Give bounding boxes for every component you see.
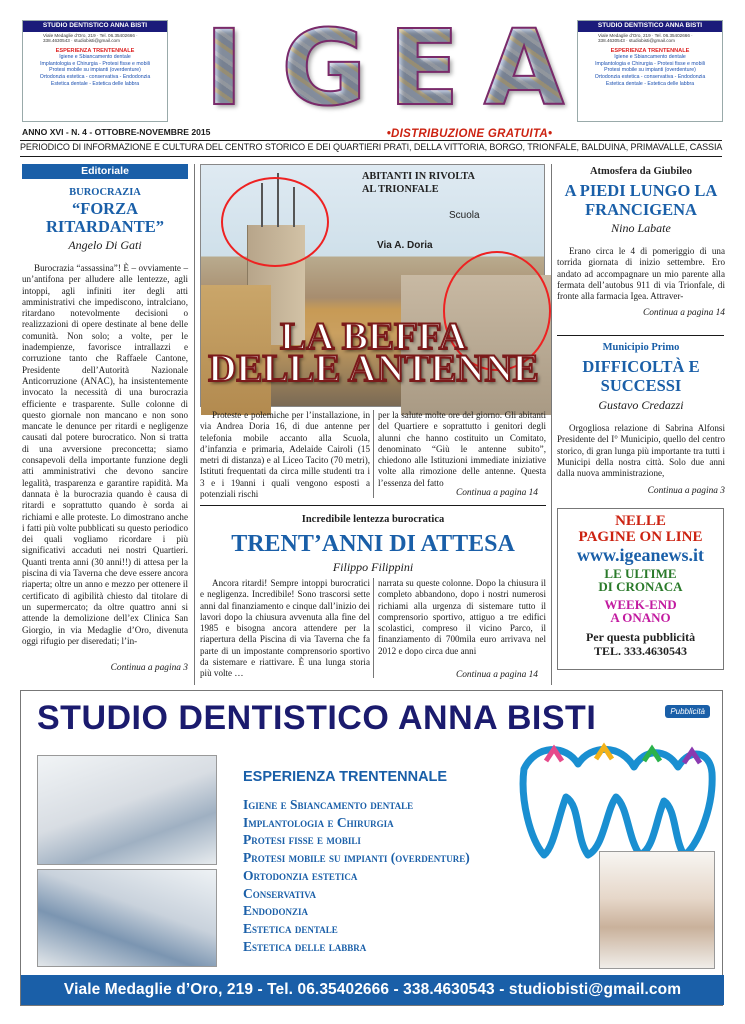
- service-item: Implantologia e Chirurgia: [243, 814, 394, 830]
- municipio-body: Orgogliosa relazione di Sabrina Alfonsi Presidente del I° Municipio, quello del centro storico, di gran lunga più importante tra tutti i Municipi della nostra città. Solo due anni dalla nuova amministrazione,: [557, 423, 725, 479]
- story2-col1: Ancora ritardi! Sempre intoppi burocratici e negligenza. Incredibile! Sono trascorsi sette anni dal finanziamento e cinque dall’inizio dei lavori dopo la chiusura avvenuta alla fine del 1985 e bisogna ancora attendere per la riapertura della Piscina di via Taverna che fa parte di un impostante comprensorio sportivo da sistemare e riattivare. È una lunga storia più volte …: [200, 578, 370, 679]
- divider: [200, 505, 546, 506]
- service-item: Protesi fisse e mobili: [243, 832, 361, 848]
- advertising-badge: Pubblicità: [665, 705, 710, 718]
- mini-ad-line: Igiene e Sbiancamento dentale: [59, 54, 131, 61]
- editorial-author: Angelo Di Gati: [68, 238, 142, 252]
- logo-letter: I: [178, 14, 270, 122]
- photo-label-school: Scuola: [449, 210, 480, 221]
- main-headline[interactable]: [201, 315, 546, 390]
- issue-info: ANNO XVI - N. 4 - OTTOBRE-NOVEMBRE 2015: [22, 127, 211, 137]
- online-promo-box[interactable]: [557, 508, 724, 670]
- editorial-body: Burocrazia “assassina”! È – ovviamente – un’antifona per alludere alle lentezze, agli intoppi, agli infiniti iter degli atti amministrativi che impediscono, intralciano, ritardano notevolmente decisioni o realizzazioni di opere destinate al bene delle comunità. Non solo; a volte, per le inadempienze, favorisce intrallazzi e corruzione tanto che Raffaele Cantone, Presidente dell’Autorità Nazionale Anticorruzione (ANAC), ha insistentemente invocato la necessità di una burocrazia efficiente e trasparente. Sulle colonne di questo giornale non mancano e non sono mancate le denunce per ritardi e negligenze causati dal potere burocratico. Non si tratta di una avversione preconcetta; siamo consapevoli della importante funzione degli atti amministrativi che devono sancire legalità, trasparenza e garantire rapidità. Ma dannata è la burocrazia quando è causa di ritardi e soprattutto quando è sorda ai richiami e alle proteste. Lo dimostrano anche i fatti più volte pubblicati su questo periodico dei quali vogliamo ricordare i più significativi accaduti nei nostri Quartieri. Quanti trenta anni (30 anni!!) di attesa per la piscina di via Taverna che deve essere ancora riaperta; oltre un anno e mezzo per ottenere il certificato di agibilità chiesto dal titolare di un supermercato; da oltre quattro anni si attende la demolizione dell’ex Clinica San Giorgio, in via Medaglie d’Oro, divenuta oggi rifugio per diseredati; l’in-: [22, 263, 188, 646]
- promo-website-link[interactable]: www.igeanews.it: [577, 545, 704, 565]
- main-kicker-line: ABITANTI IN RIVOLTA: [362, 171, 475, 182]
- service-item: Protesi mobile su impianti (overdenture): [243, 850, 470, 866]
- distribution-note: •DISTRIBUZIONE GRATUITA•: [386, 128, 553, 140]
- column-rule: [551, 164, 552, 685]
- masthead-subtitle: PERIODICO DI INFORMAZIONE E CULTURA DEL CENTRO STORICO E DEI QUARTIERI PRATI, DELLA VITTORIA, BORGO, TRIONFALE, BALDUINA, PRIMAVALLE, CASSIA: [20, 142, 723, 152]
- story2-kicker: Incredibile lentezza burocratica: [301, 514, 445, 525]
- mini-ad-line: Protesi mobile su impianti (overdenture): [604, 67, 696, 74]
- mini-ad-tagline: ESPERIENZA TRENTENNALE: [610, 47, 690, 54]
- municipio-kicker: Municipio Primo: [602, 342, 680, 353]
- editorial-column: [22, 164, 188, 673]
- staff-photo: [599, 851, 715, 969]
- editorial-kicker: BUROCRAZIA: [69, 187, 141, 198]
- story2-author: Filippo Filippini: [332, 560, 414, 574]
- highlight-circle: [221, 177, 329, 267]
- mini-ad-right: [577, 20, 723, 122]
- main-story-col1: Proteste e polemiche per l’installazione, in via Andrea Doria 16, di due antenne per telefonia mobile accanto alla Scuola, d’infanzia e primaria, Adelaide Cairoli (15 metri di distanza) e al Liceo Tacito (70 metri), Istituti frequentati da circa mille studenti tra i 3 e i 19anni i quali vengono esposti a potenziali rischi: [200, 410, 370, 500]
- mini-ad-line: Estetica dentale - Estetica delle labbra: [50, 80, 140, 87]
- ad-contact-footer: Viale Medaglie d’Oro, 219 - Tel. 06.35402666 - 338.4630543 - studiobisti@gmail.com: [21, 975, 724, 1005]
- mini-ad-address: Viale Medaglie d'Oro, 219 · Tel. 06.35402666 · 338.4630543 · studiobisti@gmail.com: [43, 32, 138, 44]
- service-item: Estetica dentale: [243, 920, 338, 936]
- masthead-logo[interactable]: [178, 7, 570, 129]
- promo-line: LE ULTIME: [604, 566, 677, 581]
- main-kicker: [362, 170, 542, 196]
- logo-letter: E: [378, 14, 470, 122]
- divider: [557, 335, 724, 336]
- services-list: [243, 796, 470, 955]
- jubilee-author: Nino Labate: [611, 221, 671, 235]
- continue-link[interactable]: Continua a pagina 3: [647, 486, 725, 496]
- mini-ad-line: Ortodonzia estetica - conservativa - Endodonzia: [594, 73, 706, 80]
- mini-ad-tagline: ESPERIENZA TRENTENNALE: [55, 47, 135, 54]
- column-rule: [373, 410, 374, 498]
- continue-link[interactable]: Continua a pagina 14: [455, 670, 538, 680]
- mini-ad-address: Viale Medaglie d'Oro, 219 · Tel. 06.35402666 · 338.4630543 · studiobisti@gmail.com: [598, 32, 693, 44]
- promo-line: NELLE: [615, 513, 666, 529]
- promo-line: PAGINE ON LINE: [578, 529, 703, 545]
- story2-col2: narrata su queste colonne. Dopo la chiusura il completo abbandono, dopo i nostri numerosi richiami alla urgenza di sistemare tutto il comprensorio sportivo, attiguo a tre edifici scolastici, compreso il vicino Parco, il finanziamento di 700mila euro arrivava nel 2012 e dopo circa due anni: [378, 578, 546, 656]
- main-kicker-line: AL TRIONFALE: [362, 184, 439, 195]
- section-label: Editoriale: [22, 164, 188, 179]
- continue-link[interactable]: Continua a pagina 3: [110, 663, 188, 673]
- clinic-photo: [37, 869, 217, 967]
- jubilee-kicker: Atmosfera da Giubileo: [589, 166, 693, 177]
- main-story-col2: per la salute molte ore del giorno. Gli abitanti del Quartiere e soprattutto i genitori degli alunni che hanno costituito un Comitato, denominato “Giù le antenne subito”, chiedono alle Istituzioni immediate iniziative volte alla rimozione delle antenne. Questa l’essenza del fatto: [378, 410, 546, 488]
- clinic-photo: [37, 755, 217, 865]
- mini-ad-line: Implantologia e Chirurgia - Protesi fisse e mobili: [595, 60, 705, 67]
- dental-studio-ad[interactable]: [20, 690, 723, 1006]
- jubilee-article: [557, 166, 725, 318]
- mini-ad-left: [22, 20, 168, 122]
- mini-ad-line: Implantologia e Chirurgia - Protesi fisse e mobili: [40, 60, 150, 67]
- editorial-headline[interactable]: “FORZA RITARDANTE”: [46, 199, 164, 236]
- mini-ad-line: Ortodonzia estetica - conservativa - Endodonzia: [39, 73, 151, 80]
- mini-ad-line: Estetica dentale - Estetica delle labbra: [605, 80, 695, 87]
- divider: [20, 140, 722, 141]
- mini-ad-line: Protesi mobile su impianti (overdenture): [49, 67, 141, 74]
- ad-title: STUDIO DENTISTICO ANNA BISTI: [37, 699, 597, 737]
- mini-ad-title: STUDIO DENTISTICO ANNA BISTI: [578, 21, 722, 32]
- ad-tagline: ESPERIENZA TRENTENNALE: [243, 769, 448, 785]
- logo-letter: G: [278, 14, 370, 122]
- promo-line: WEEK-END: [604, 597, 677, 612]
- main-headline-line: DELLE ANTENNE: [208, 347, 539, 390]
- service-item: Endodonzia: [243, 903, 309, 919]
- jubilee-body: Erano circa le 4 di pomeriggio di una torrida giornata di inizio settembre. Ero andato ad accompagnare un mio parente alla fermata dell’autobus 911 di via Trionfale, di fronte alla farmacia Igea. Attraver-: [557, 246, 725, 302]
- service-item: Conservativa: [243, 885, 316, 901]
- continue-link[interactable]: Continua a pagina 14: [642, 308, 725, 318]
- mini-ad-title: STUDIO DENTISTICO ANNA BISTI: [23, 21, 167, 32]
- story2-headline[interactable]: TRENT’ANNI DI ATTESA: [231, 531, 515, 557]
- column-rule: [373, 578, 374, 678]
- continue-link[interactable]: Continua a pagina 14: [455, 488, 538, 498]
- service-item: Ortodonzia estetica: [243, 867, 358, 883]
- logo-letter: A: [478, 14, 570, 122]
- promo-line: A ONANO: [610, 610, 671, 625]
- municipio-author: Gustavo Credazzi: [598, 398, 684, 412]
- promo-line: Per questa pubblicità: [585, 630, 696, 644]
- main-headline-line: LA BEFFA: [280, 315, 467, 358]
- promo-phone: TEL. 333.4630543: [593, 644, 687, 658]
- service-item: Igiene e Sbiancamento dentale: [243, 797, 414, 812]
- divider: [20, 156, 722, 157]
- service-item: Estetica delle labbra: [243, 938, 367, 954]
- mini-ad-line: Igiene e Sbiancamento dentale: [614, 54, 686, 61]
- column-rule: [194, 164, 195, 685]
- tooth-logo-icon: [516, 739, 716, 859]
- promo-line: DI CRONACA: [598, 579, 683, 594]
- antennas-photo: [200, 164, 545, 407]
- municipio-headline[interactable]: DIFFICOLTÀ E SUCCESSI: [582, 357, 700, 395]
- municipio-article: [557, 342, 725, 496]
- photo-label-street: Via A. Doria: [377, 240, 433, 251]
- jubilee-headline[interactable]: A PIEDI LUNGO LA FRANCIGENA: [564, 181, 718, 219]
